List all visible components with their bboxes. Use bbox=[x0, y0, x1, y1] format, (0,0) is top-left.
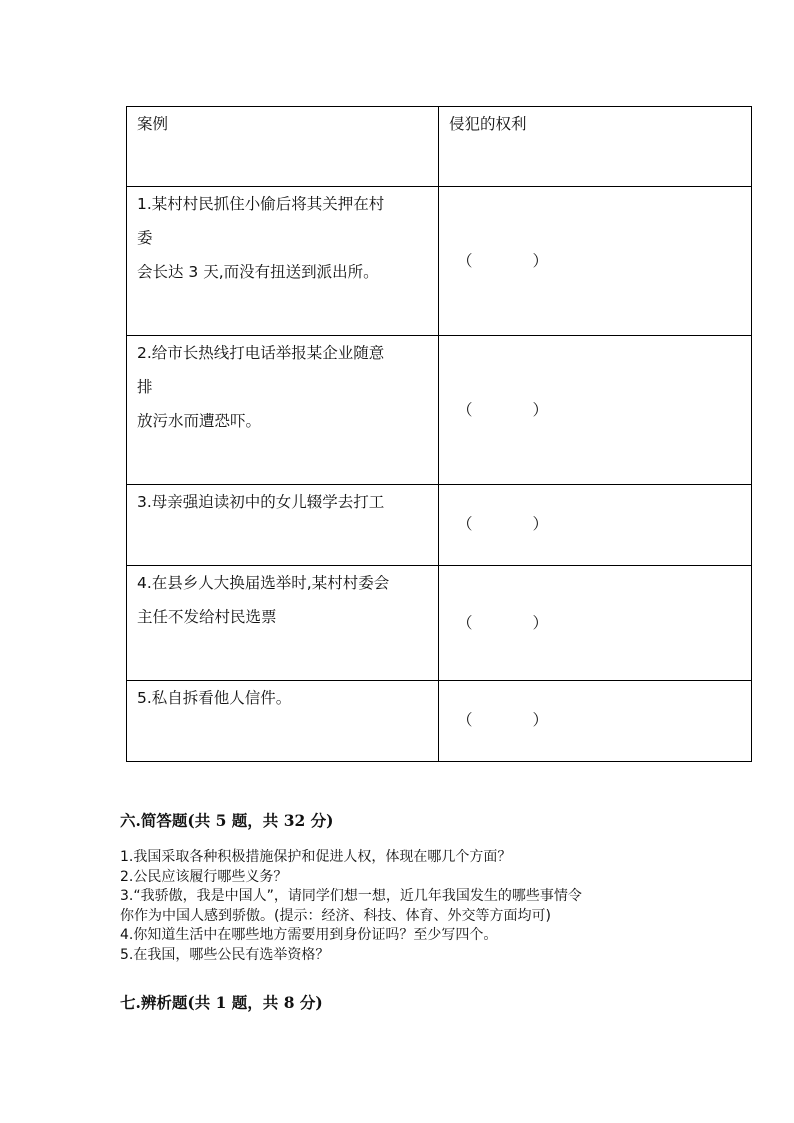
table-row bbox=[127, 485, 752, 566]
blank-open-paren: （ bbox=[457, 252, 473, 270]
case-text-line: 2.给市长热线打电话举报某企业随意 bbox=[137, 344, 385, 362]
case-cell bbox=[127, 681, 439, 762]
section-6-title: 六.简答题(共 5 题，共 32 分) bbox=[120, 811, 334, 830]
section-7-title: 七.辨析题(共 1 题，共 8 分) bbox=[120, 993, 323, 1012]
table-header-row bbox=[127, 107, 752, 187]
short-answer-questions bbox=[120, 848, 582, 966]
blank-open-paren: （ bbox=[457, 515, 473, 533]
case-text-line: 5.私自拆看他人信件。 bbox=[137, 689, 292, 707]
question-item: 3.“我骄傲，我是中国人”，请同学们想一想，近几年我国发生的哪些事情令 bbox=[120, 888, 582, 905]
question-item: 2.公民应该履行哪些义务？ bbox=[120, 868, 288, 885]
answer-cell[interactable] bbox=[439, 336, 752, 485]
case-cell bbox=[127, 187, 439, 336]
case-cell bbox=[127, 485, 439, 566]
blank-close-paren: ） bbox=[532, 252, 549, 270]
case-cell bbox=[127, 336, 439, 485]
case-text-line: 放污水而遭恐吓。 bbox=[137, 412, 262, 430]
question-item: 1.我国采取各种积极措施保护和促进人权，体现在哪几个方面？ bbox=[120, 849, 512, 865]
blank-close-paren: ） bbox=[532, 515, 549, 533]
case-text-line: 排 bbox=[137, 378, 153, 396]
blank-open-paren: （ bbox=[457, 401, 473, 419]
header-case: 案例 bbox=[127, 107, 439, 187]
blank-close-paren: ） bbox=[532, 711, 549, 729]
table-row bbox=[127, 566, 752, 681]
table-row bbox=[127, 681, 752, 762]
question-item: 4.你知道生活中在哪些地方需要用到身份证吗？至少写四个。 bbox=[120, 927, 498, 944]
blank-close-paren: ） bbox=[532, 614, 549, 632]
rights-case-table bbox=[126, 106, 752, 762]
header-right: 侵犯的权利 bbox=[439, 107, 752, 187]
case-text-line: 1.某村村民抓住小偷后将其关押在村 bbox=[137, 195, 385, 213]
question-item: 你作为中国人感到骄傲。(提示：经济、科技、体育、外交等方面均可) bbox=[120, 907, 551, 924]
answer-cell[interactable] bbox=[439, 485, 752, 566]
blank-open-paren: （ bbox=[457, 614, 473, 632]
case-text-line: 主任不发给村民选票 bbox=[137, 608, 277, 626]
blank-open-paren: （ bbox=[457, 711, 473, 729]
answer-cell[interactable] bbox=[439, 681, 752, 762]
case-text-line: 委 bbox=[137, 229, 153, 247]
case-text-line: 会长达 3 天,而没有扭送到派出所。 bbox=[137, 263, 379, 281]
case-text-line: 4.在县乡人大换届选举时,某村村委会 bbox=[137, 574, 390, 592]
table-row bbox=[127, 187, 752, 336]
case-cell bbox=[127, 566, 439, 681]
question-item: 5.在我国，哪些公民有选举资格？ bbox=[120, 946, 330, 963]
case-text-line: 3.母亲强迫读初中的女儿辍学去打工 bbox=[137, 493, 385, 511]
blank-close-paren: ） bbox=[532, 401, 549, 419]
answer-cell[interactable] bbox=[439, 187, 752, 336]
answer-cell[interactable] bbox=[439, 566, 752, 681]
table-row bbox=[127, 336, 752, 485]
